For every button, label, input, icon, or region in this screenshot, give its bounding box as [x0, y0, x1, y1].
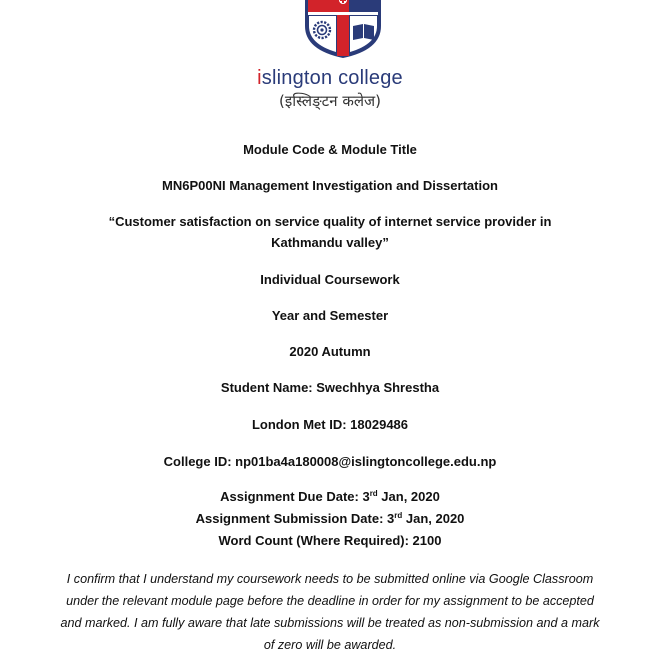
due-date-suffix: rd [369, 489, 378, 498]
year-semester-value: 2020 Autumn [289, 344, 371, 359]
module-heading: Module Code & Module Title [243, 142, 417, 157]
submission-date-rest: Jan, 2020 [402, 511, 465, 526]
student-name: Student Name: Swechhya Shrestha [220, 380, 440, 395]
submission-date [0, 511, 660, 527]
college-id: College ID: np01ba4a180008@islingtoncollege.edu.np [163, 454, 497, 469]
due-date-label: Assignment Due Date: 3 [220, 489, 370, 504]
due-date-rest: Jan, 2020 [377, 489, 440, 504]
book-icon [353, 24, 374, 40]
london-met-id: London Met ID: 18029486 [251, 417, 409, 432]
word-count: Word Count (Where Required): 2100 [218, 533, 442, 548]
submission-declaration: I confirm that I understand my coursework needs to be submitted online via Google Classroom under the relevant module page before the deadline in order for my assignment to be accepted and marked. I am fully aware that late submissions will be treated as non-submission and a mark of zero will be awarded. [60, 572, 600, 652]
college-name-wordmark [0, 66, 660, 90]
submission-date-suffix: rd [394, 511, 403, 520]
submission-date-label: Assignment Submission Date: 3 [195, 511, 395, 526]
brand-initial: i [257, 67, 262, 89]
college-logo [0, 0, 660, 112]
due-date [0, 489, 660, 505]
shield-crest-icon [303, 0, 383, 58]
module-title: MN6P00NI Management Investigation and Dissertation [162, 178, 498, 193]
thesis-title-line-2: Kathmandu valley” [271, 235, 389, 250]
year-semester-heading: Year and Semester [271, 308, 389, 323]
college-name-nepali: (इस्लिङ्टन कलेज) [279, 92, 381, 110]
brand-name-rest: slington college [261, 67, 403, 89]
thesis-title-line-1: “Customer satisfaction on service quality of internet service provider in [108, 214, 552, 229]
coursework-type: Individual Coursework [260, 272, 400, 287]
